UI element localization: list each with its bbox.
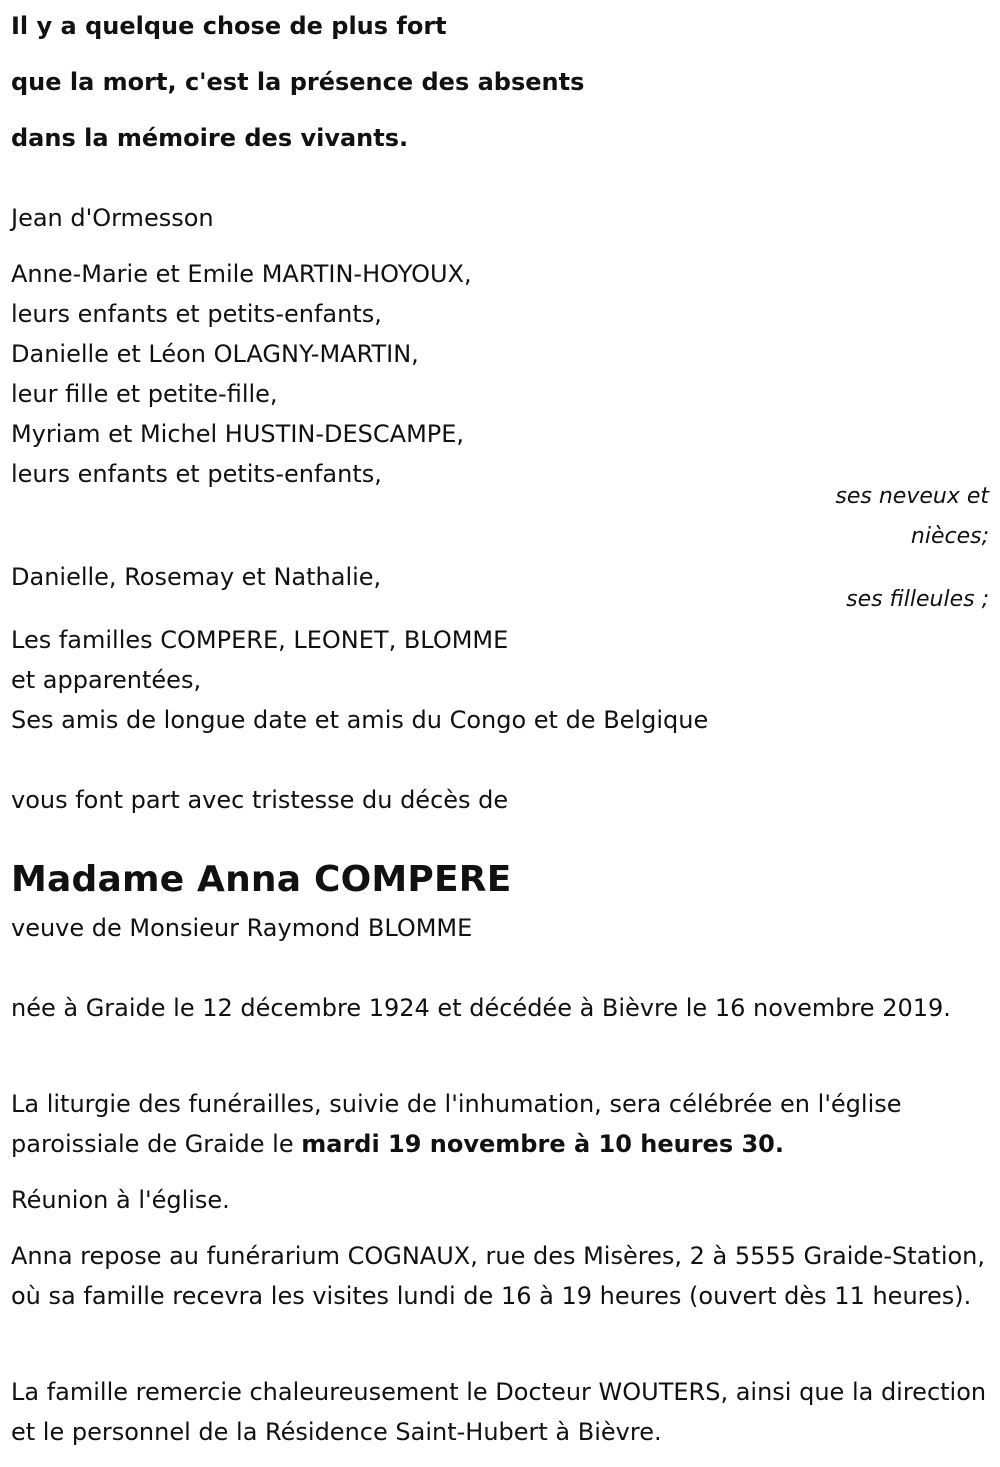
other-family-line: Ses amis de longue date et amis du Congo et de Belgique	[11, 706, 709, 734]
other-family-line: Les familles COMPERE, LEONET, BLOMME	[11, 626, 509, 654]
family-line: Myriam et Michel HUSTIN-DESCAMPE,	[11, 420, 465, 448]
nephews-label-line-2: nièces;	[910, 524, 989, 549]
quote-line-2: que la mort, c'est la présence des absents	[11, 68, 585, 96]
deceased-name: Madame Anna COMPERE	[11, 859, 512, 900]
family-line: Danielle et Léon OLAGNY-MARTIN,	[11, 340, 419, 368]
visitation-paragraph: Anna repose au funérarium COGNAUX, rue des Misères, 2 à 5555 Graide-Station, où sa famille recevra les visites lundi de 16 à 19 heures (ouvert dès 11 heures).	[11, 1242, 986, 1310]
nephews-label-line-1: ses neveux et	[835, 484, 989, 509]
thanks-paragraph: La famille remercie chaleureusement le Docteur WOUTERS, ainsi que la direction et le personnel de la Résidence Saint-Hubert à Bièvre.	[11, 1378, 987, 1446]
family-line: leur fille et petite-fille,	[11, 380, 278, 408]
quote-line-1: Il y a quelque chose de plus fort	[11, 12, 447, 40]
other-family-line: et apparentées,	[11, 666, 202, 694]
quote-author: Jean d'Ormesson	[11, 204, 214, 232]
liturgy-paragraph	[11, 1084, 991, 1164]
family-line: leurs enfants et petits-enfants,	[11, 300, 382, 328]
deceased-spouse: veuve de Monsieur Raymond BLOMME	[11, 914, 473, 942]
godchildren-names: Danielle, Rosemay et Nathalie,	[11, 563, 382, 591]
family-line: leurs enfants et petits-enfants,	[11, 460, 382, 488]
quote-line-3: dans la mémoire des vivants.	[11, 124, 409, 152]
liturgy-text: La liturgie des funérailles, suivie de l'inhumation, sera célébrée en l'église paroissiale de Graide le	[11, 1090, 902, 1158]
meeting-paragraph: Réunion à l'église.	[11, 1186, 230, 1214]
godchildren-label: ses filleules ;	[846, 587, 989, 612]
family-list	[11, 254, 472, 494]
birth-death-paragraph: née à Graide le 12 décembre 1924 et décédée à Bièvre le 16 novembre 2019.	[11, 994, 951, 1022]
liturgy-date: mardi 19 novembre à 10 heures 30.	[301, 1130, 784, 1158]
family-line: Anne-Marie et Emile MARTIN-HOYOUX,	[11, 260, 472, 288]
other-family-list	[11, 620, 708, 740]
announcement-text: vous font part avec tristesse du décès de	[11, 786, 509, 814]
